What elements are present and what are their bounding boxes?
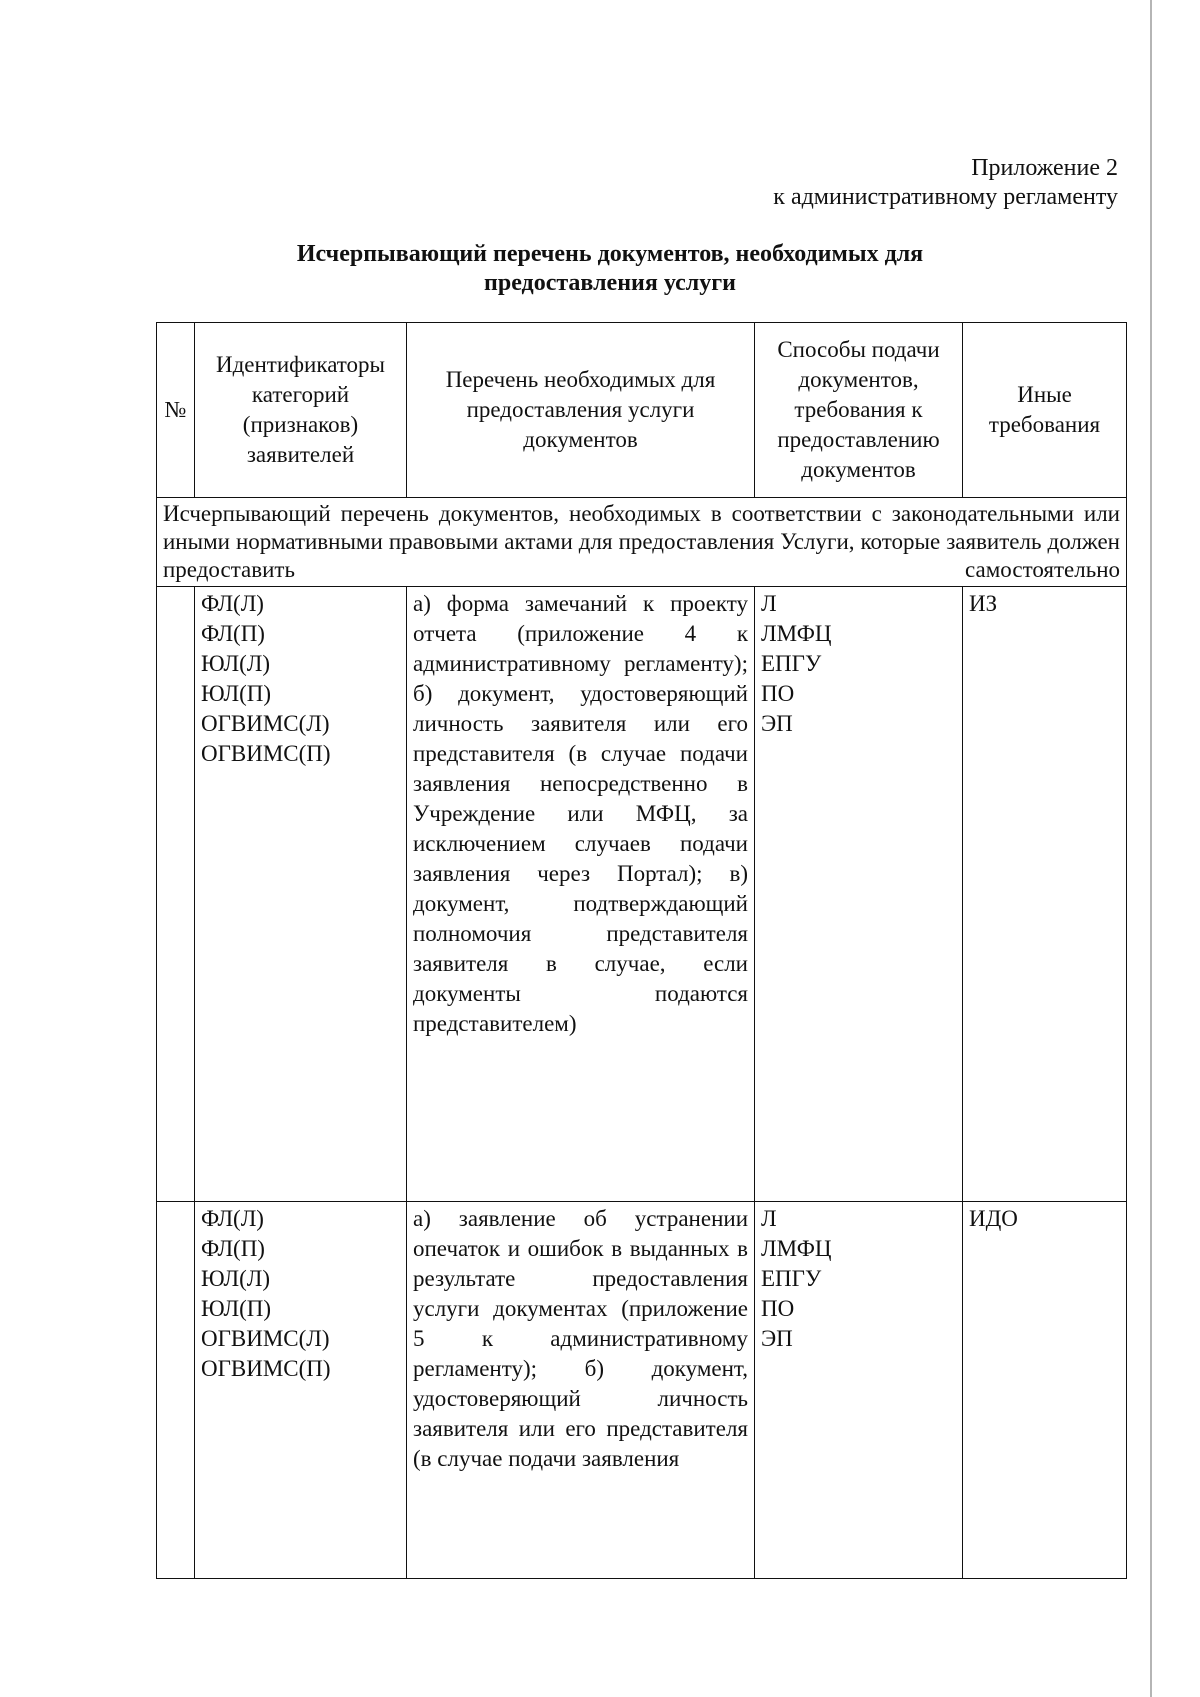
applicant-id: ФЛ(Л): [201, 591, 264, 616]
other-requirements-cell: ИДО: [963, 1202, 1127, 1579]
table-row: [157, 1202, 1127, 1579]
submission-method: ПО: [761, 1296, 795, 1321]
header-document-list: Перечень необходимых для предоставления услуги документов: [407, 323, 755, 498]
applicant-id: ОГВИМС(П): [201, 1356, 331, 1381]
header-number: №: [157, 323, 195, 498]
applicant-ids-cell: [195, 1202, 407, 1579]
other-requirements-cell: ИЗ: [963, 587, 1127, 1202]
applicant-id: ЮЛ(Л): [201, 1266, 271, 1291]
table-header-row: [157, 323, 1127, 498]
document-title: [150, 240, 1070, 298]
row-number: [157, 587, 195, 1202]
title-line-1: Исчерпывающий перечень документов, необходимых для: [296, 241, 924, 267]
applicant-ids-cell: [195, 587, 407, 1202]
header-submission-methods: Способы подачи документов, требования к предоставлению документов: [755, 323, 963, 498]
submission-method: Л: [761, 1206, 777, 1231]
submission-method: ПО: [761, 681, 795, 706]
header-other-requirements: Иные требования: [963, 323, 1127, 498]
document-list-cell: а) заявление об устранении опечаток и ошибок в выданных в результате предоставления услуги документах (приложение 5 к административному регламенту); б) документ, удостоверяющий личность заявителя или его представителя (в случае подачи заявления: [407, 1202, 755, 1579]
submission-methods-cell: [755, 587, 963, 1202]
section-row: [157, 498, 1127, 587]
applicant-id: ЮЛ(П): [201, 1296, 272, 1321]
submission-method: ЛМФЦ: [761, 621, 832, 646]
document-list-cell: а) форма замечаний к проекту отчета (приложение 4 к административному регламенту); б) документ, удостоверяющий личность заявителя или его представителя (в случае подачи заявления непосредственно в Учреждение или МФЦ, за исключением случаев подачи заявления через Портал); в) документ, подтверждающий полномочия представителя заявителя в случае, если документы подаются представителем): [407, 587, 755, 1202]
submission-method: ЛМФЦ: [761, 1236, 832, 1261]
applicant-id: ЮЛ(П): [201, 681, 272, 706]
appendix-reference: к административному регламенту: [773, 184, 1118, 210]
section-title: Исчерпывающий перечень документов, необходимых в соответствии с законодательными или иными нормативными правовыми актами для предоставления Услуги, которые заявитель должен предоставить самостоятельно: [157, 498, 1127, 587]
submission-method: ЕПГУ: [761, 1266, 822, 1291]
submission-method: ЕПГУ: [761, 651, 822, 676]
applicant-id: ОГВИМС(Л): [201, 1326, 330, 1351]
title-line-2: предоставления услуги: [484, 270, 736, 296]
submission-methods-cell: [755, 1202, 963, 1579]
applicant-id: ФЛ(Л): [201, 1206, 264, 1231]
table-row: [157, 587, 1127, 1202]
applicant-id: ЮЛ(Л): [201, 651, 271, 676]
documents-table: [156, 322, 1127, 1579]
header-applicant-ids: Идентификаторы категорий (признаков) заявителей: [195, 323, 407, 498]
submission-method: ЭП: [761, 711, 793, 736]
row-number: [157, 1202, 195, 1579]
applicant-id: ОГВИМС(П): [201, 741, 331, 766]
applicant-id: ФЛ(П): [201, 621, 265, 646]
applicant-id: ФЛ(П): [201, 1236, 265, 1261]
appendix-number: Приложение 2: [971, 155, 1118, 181]
submission-method: Л: [761, 591, 777, 616]
submission-method: ЭП: [761, 1326, 793, 1351]
applicant-id: ОГВИМС(Л): [201, 711, 330, 736]
appendix-header: [773, 154, 1118, 212]
page-edge-line: [1150, 0, 1152, 1697]
